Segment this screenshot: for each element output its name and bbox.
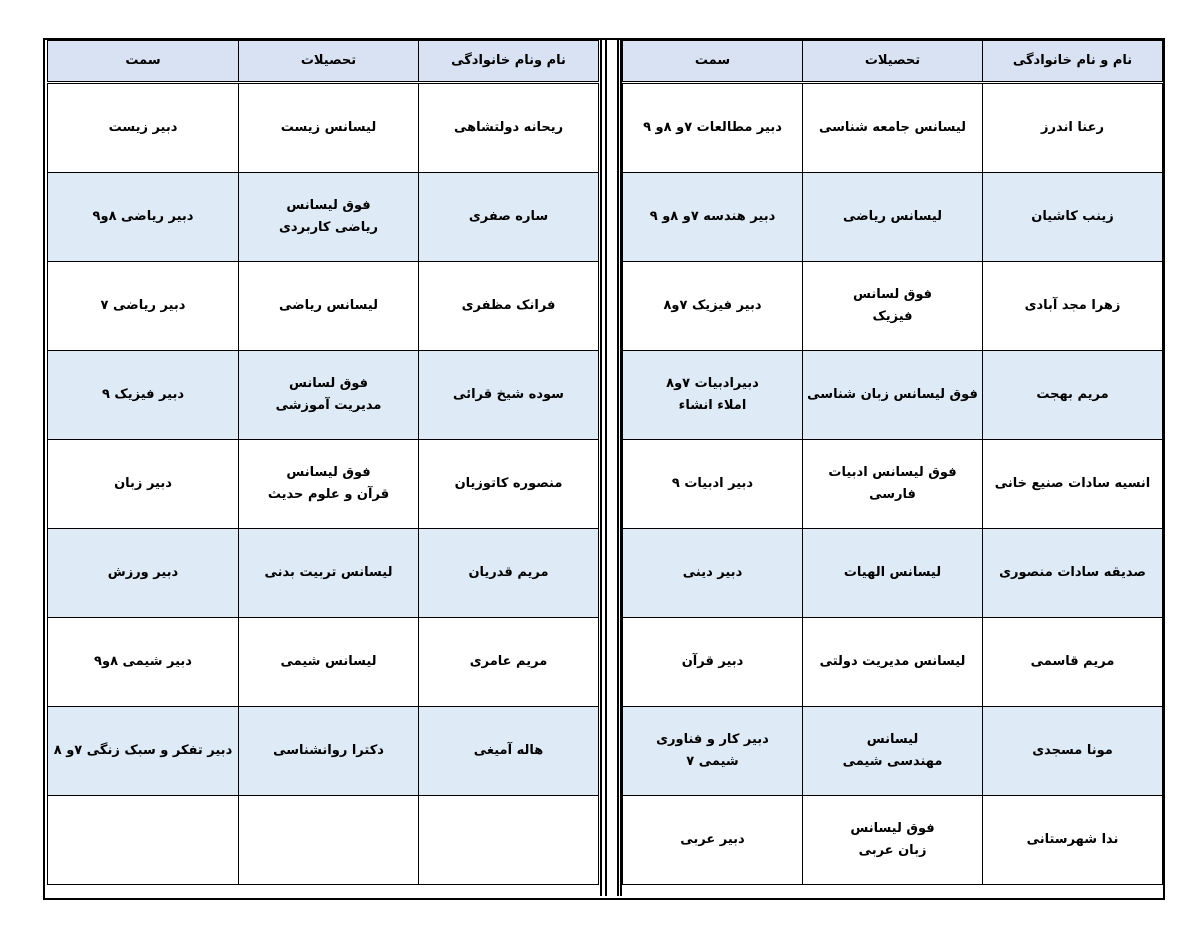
name-cell: انسیه سادات صنیع خانی — [983, 440, 1163, 529]
position-cell: دبیر دینی — [623, 529, 803, 618]
table-row — [623, 618, 1163, 707]
education-cell: لیسانس زیست — [239, 83, 419, 173]
education-cell: لیسانس شیمی — [239, 618, 419, 707]
table-row — [48, 796, 599, 885]
table-row — [623, 529, 1163, 618]
name-cell: ندا شهرستانی — [983, 796, 1163, 885]
name-cell: زهرا مجد آبادی — [983, 262, 1163, 351]
table-row — [623, 173, 1163, 262]
name-cell: مریم قدریان — [419, 529, 599, 618]
name-cell: هاله آمیغی — [419, 707, 599, 796]
name-cell: فرانک مظفری — [419, 262, 599, 351]
staff-table-left-body — [48, 41, 599, 885]
position-cell: دبیر مطالعات ۷و ۸و ۹ — [623, 83, 803, 173]
table-row — [623, 351, 1163, 440]
education-line: فیزیک — [872, 309, 913, 324]
education-line: فوق لسانس — [852, 287, 933, 302]
table-row — [48, 529, 599, 618]
header-row — [623, 41, 1163, 83]
education-cell: فوق لیسانس ادبیات فارسی — [803, 440, 983, 529]
position-line: دبیرادبیات ۷و۸ — [666, 376, 759, 391]
education-cell — [239, 440, 419, 529]
position-cell: دبیر زیست — [48, 83, 239, 173]
position-cell: دبیر ریاضی ۷ — [48, 262, 239, 351]
name-cell: منصوره کاتوزیان — [419, 440, 599, 529]
staff-table-right-body — [623, 41, 1163, 885]
education-line: فوق لیسانس — [850, 821, 935, 836]
position-cell — [623, 351, 803, 440]
table-row — [48, 440, 599, 529]
education-cell: لیسانس مدیریت دولتی — [803, 618, 983, 707]
position-cell: دبیر فیزیک ۷و۸ — [623, 262, 803, 351]
education-cell — [803, 707, 983, 796]
table-separator — [598, 40, 622, 896]
education-line: فوق لسانس — [288, 376, 369, 391]
name-cell: ریحانه دولتشاهی — [419, 83, 599, 173]
education-line: فوق لیسانس — [286, 198, 371, 213]
table-row — [48, 351, 599, 440]
position-cell: دبیر ادبیات ۹ — [623, 440, 803, 529]
education-cell — [803, 262, 983, 351]
table-row — [48, 173, 599, 262]
education-cell — [803, 796, 983, 885]
education-line: مدیریت آموزشی — [275, 398, 382, 413]
table-row — [623, 796, 1163, 885]
education-cell — [239, 351, 419, 440]
position-cell: دبیر تفکر و سبک زنگی ۷و ۸ — [48, 707, 239, 796]
education-cell — [239, 796, 419, 885]
name-cell: صدیقه سادات منصوری — [983, 529, 1163, 618]
name-cell: زینب کاشیان — [983, 173, 1163, 262]
position-cell: دبیر عربی — [623, 796, 803, 885]
table-row — [48, 262, 599, 351]
staff-table-right — [622, 40, 1163, 885]
position-line: املاء انشاء — [678, 398, 747, 413]
table-row — [623, 707, 1163, 796]
table-row — [48, 707, 599, 796]
education-cell: لیسانس جامعه شناسی — [803, 83, 983, 173]
name-cell — [419, 796, 599, 885]
table-row — [623, 262, 1163, 351]
education-line: ریاضی کاربردی — [279, 220, 378, 235]
education-cell: لیسانس ریاضی — [239, 262, 419, 351]
education-cell: لیسانس تربیت بدنی — [239, 529, 419, 618]
staff-table-left — [47, 40, 599, 885]
position-cell: دبیر فیزیک ۹ — [48, 351, 239, 440]
name-cell: مریم بهجت — [983, 351, 1163, 440]
name-cell: ساره صفری — [419, 173, 599, 262]
education-line: لیسانس — [866, 732, 919, 747]
table-row — [48, 83, 599, 173]
education-cell: لیسانس ریاضی — [803, 173, 983, 262]
name-cell: مریم عامری — [419, 618, 599, 707]
education-cell: دکترا روانشناسی — [239, 707, 419, 796]
position-line: دبیر کار و فناوری — [656, 732, 769, 747]
position-cell: دبیر شیمی ۸و۹ — [48, 618, 239, 707]
education-line: قرآن و علوم حدیث — [267, 487, 390, 502]
position-cell: دبیر ریاضی ۸و۹ — [48, 173, 239, 262]
education-cell: لیسانس الهیات — [803, 529, 983, 618]
header-education: تحصیلات — [803, 41, 983, 83]
position-cell: دبیر زبان — [48, 440, 239, 529]
name-cell: سوده شیخ قرائی — [419, 351, 599, 440]
position-cell — [623, 707, 803, 796]
name-cell: مریم قاسمی — [983, 618, 1163, 707]
education-cell — [239, 173, 419, 262]
header-position: سمت — [623, 41, 803, 83]
position-cell — [48, 796, 239, 885]
position-cell: دبیر هندسه ۷و ۸و ۹ — [623, 173, 803, 262]
header-name: نام و نام خانوادگی — [983, 41, 1163, 83]
header-education: تحصیلات — [239, 41, 419, 83]
education-line: زبان عربی — [858, 843, 927, 858]
name-cell: رعنا اندرز — [983, 83, 1163, 173]
name-cell: مونا مسجدی — [983, 707, 1163, 796]
header-name: نام ونام خانوادگی — [419, 41, 599, 83]
position-cell: دبیر قرآن — [623, 618, 803, 707]
education-line: فوق لیسانس — [286, 465, 371, 480]
header-position: سمت — [48, 41, 239, 83]
position-line: شیمی ۷ — [686, 754, 739, 769]
header-row — [48, 41, 599, 83]
table-row — [48, 618, 599, 707]
education-cell: فوق لیسانس زبان شناسی — [803, 351, 983, 440]
position-cell: دبیر ورزش — [48, 529, 239, 618]
table-row — [623, 440, 1163, 529]
education-line: مهندسی شیمی — [842, 754, 943, 769]
table-row — [623, 83, 1163, 173]
